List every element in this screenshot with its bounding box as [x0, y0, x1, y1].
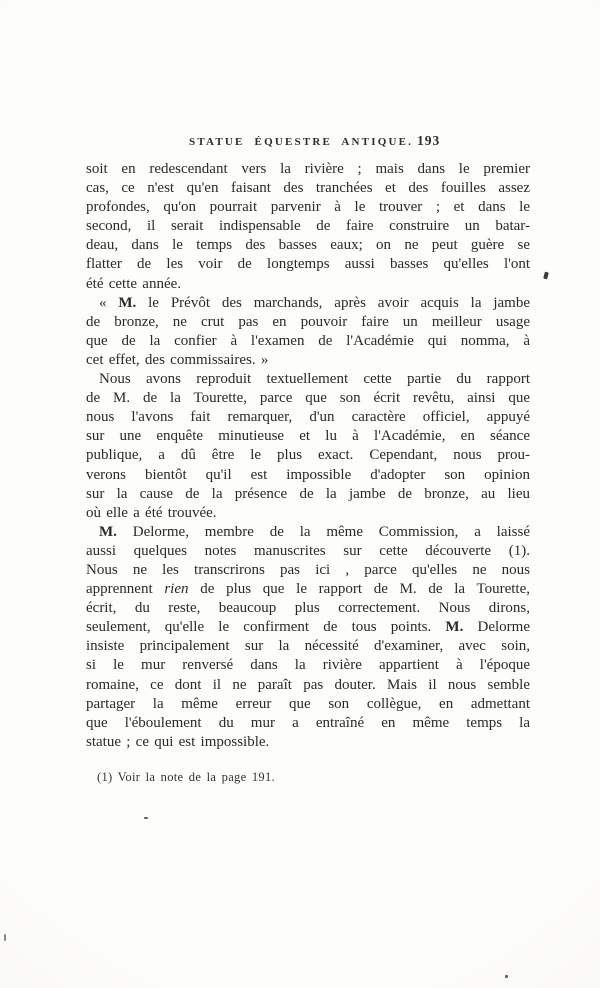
text-line: cas, ce n'est qu'en faisant des tranchées et des fouilles assez	[86, 180, 530, 197]
text-line: sur la cause de la présence de la jambe de bronze, au lieu	[86, 485, 530, 502]
text-line: Nous ne les transcrirons pas ici , parce qu'elles ne nous	[86, 561, 530, 578]
text-line: second, il serait indispensable de faire construire un batar-	[86, 218, 530, 235]
text-body	[86, 160, 530, 752]
text-line: sur une enquête minutieuse et lu à l'Académie, en séance	[86, 428, 530, 445]
text-line: « M. le Prévôt des marchands, après avoir acquis la jambe	[99, 294, 530, 311]
text-line: apprennent rien de plus que le rapport de M. de la Tourette,	[86, 581, 530, 598]
text-line: flatter de les voir de longtemps aussi basses qu'elles l'ont	[86, 256, 530, 273]
text-line: été cette année.	[86, 275, 182, 292]
text-line: partager la même erreur que son collègue, en admettant	[86, 695, 530, 712]
text-line: publique, a dû être le plus exact. Cependant, nous prou-	[86, 447, 530, 464]
ink-speck	[505, 975, 508, 978]
text-line: profondes, qu'on pourrait parvenir à le trouver ; et dans le	[86, 199, 530, 216]
footnote: (1) Voir la note de la page 191.	[97, 770, 275, 784]
text-line: verons bientôt qu'il est impossible d'adopter son opinion	[86, 466, 530, 483]
text-line: Nous avons reproduit textuellement cette partie du rapport	[99, 371, 530, 388]
text-line: aussi quelques notes manuscrites sur cette découverte (1).	[86, 542, 530, 559]
text-line: où elle a été trouvée.	[86, 504, 217, 521]
running-header-title: STATUE ÉQUESTRE ANTIQUE.	[189, 136, 414, 148]
text-line: nous l'avons fait remarquer, d'un caractère officiel, appuyé	[86, 409, 530, 426]
text-line: que l'éboulement du mur a entraîné en même temps la	[86, 714, 530, 731]
text-line: M. Delorme, membre de la même Commission, a laissé	[99, 523, 530, 540]
text-line: statue ; ce qui est impossible.	[86, 733, 270, 750]
text-line: soit en redescendant vers la rivière ; mais dans le premier	[86, 161, 530, 177]
text-line: de bronze, ne crut pas en pouvoir faire un meilleur usage	[86, 313, 530, 330]
text-line: si le mur renversé dans la rivière appartient à l'époque	[86, 657, 530, 674]
text-line: écrit, du reste, beaucoup plus correctement. Nous dirons,	[86, 600, 530, 617]
text-line: insiste principalement sur la nécessité d'examiner, avec soin,	[86, 638, 530, 655]
text-line: cet effet, des commissaires. »	[86, 351, 269, 368]
text-line: que de la confier à l'examen de l'Académie qui nomma, à	[86, 332, 530, 349]
ink-speck	[144, 817, 148, 819]
text-line: deau, dans le temps des basses eaux; on ne peut guère se	[86, 237, 530, 254]
page-number: 193	[417, 133, 441, 148]
text-line: romaine, ce dont il ne paraît pas douter. Mais il nous semble	[86, 676, 530, 693]
text-line: seulement, qu'elle le confirment de tous points. M. Delorme	[86, 619, 530, 636]
text-line: de M. de la Tourette, parce que son écrit revêtu, ainsi que	[86, 390, 530, 407]
ink-speck	[4, 934, 6, 941]
ink-speck	[543, 272, 549, 280]
